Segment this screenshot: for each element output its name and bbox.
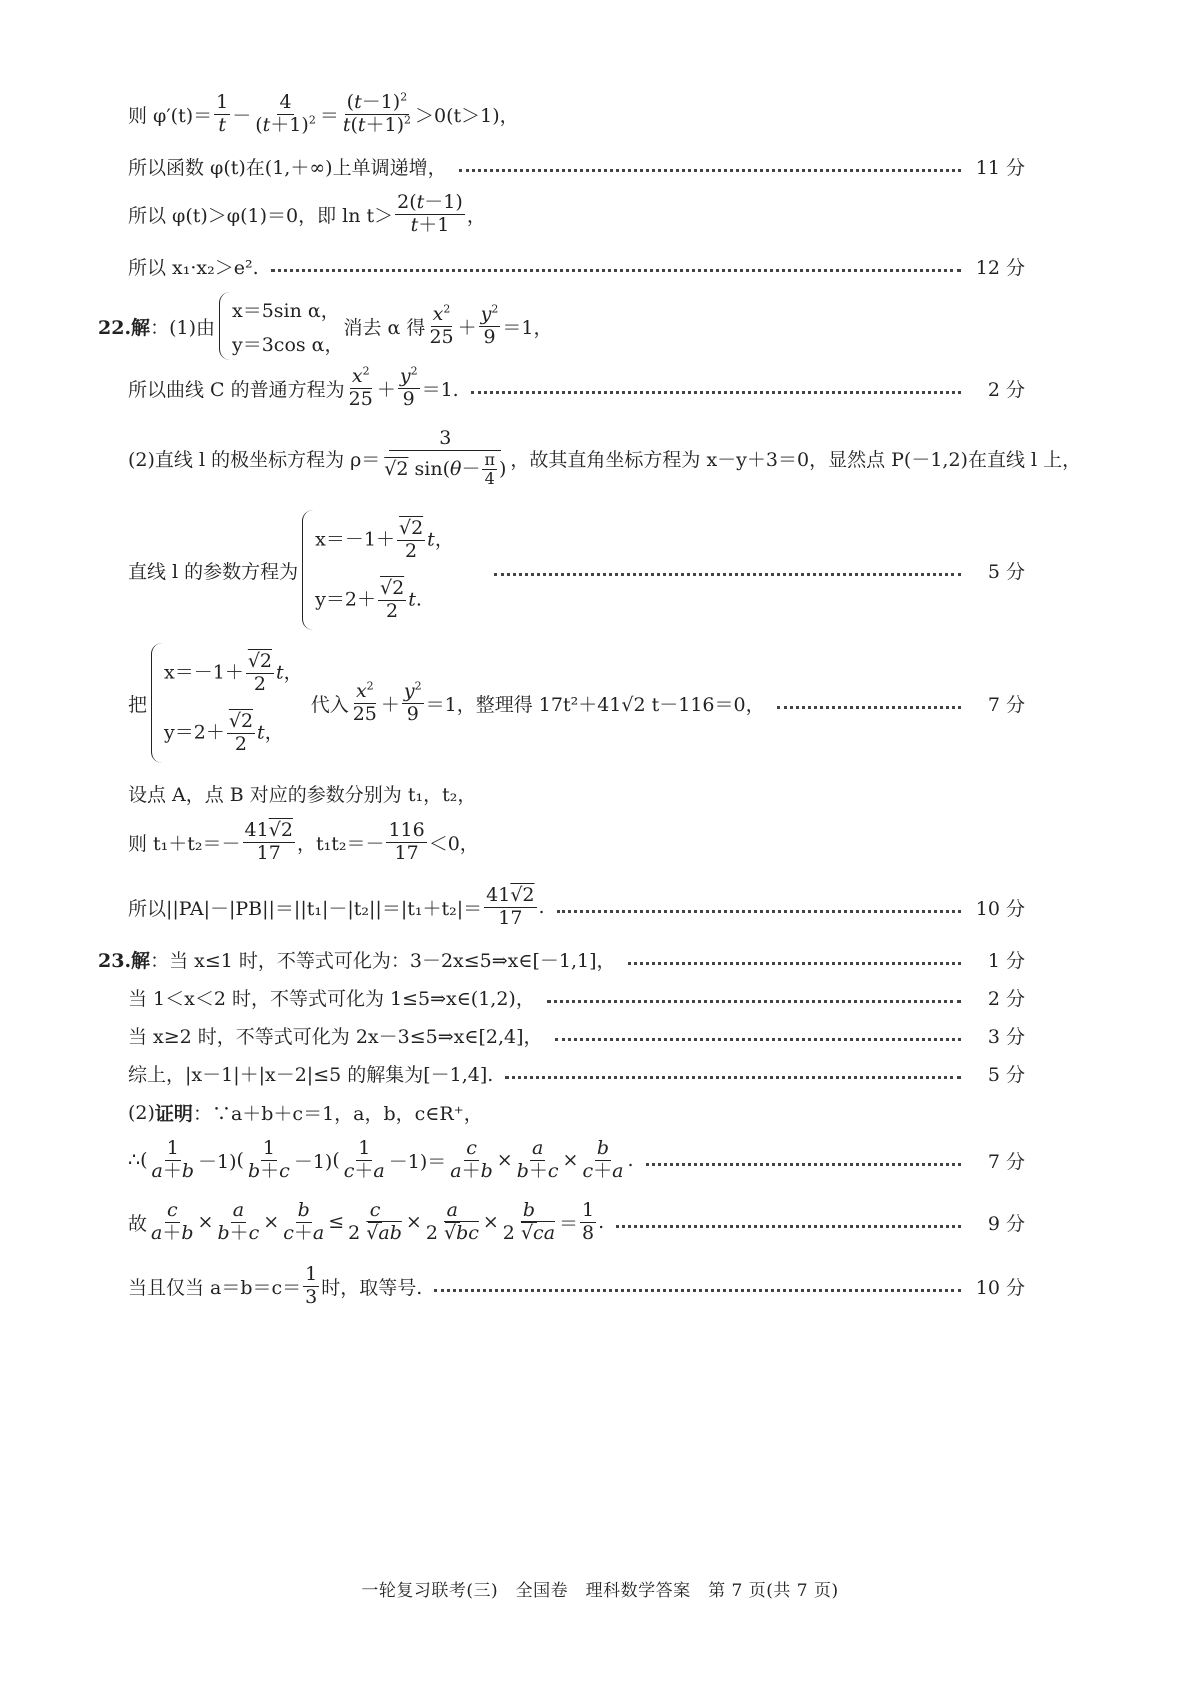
q23-summary: 综上，|x－1|＋|x－2|≤5 的解集为[－1,4]. 5 分: [128, 1060, 1025, 1087]
line-am-gm: 故 $\frac{c}{a+b}$ × $\frac{a}{b+c}$ × $\frac{b}{c+a}$ ≤ $\frac{c}{2 √ab}$ × $\frac{a}{2 √bc}$ × $\frac{b}{2 √ca}$ ＝ $\frac{1}{8}$ . 9 分: [128, 1199, 1025, 1244]
line-conclusion: 所以 x₁·x₂＞e². 12 分: [128, 253, 1025, 280]
system: x＝－1＋ $\frac{√2}{2}$ t， y＝2＋ $\frac{√2}{2}$ t，: [147, 643, 303, 763]
q23-case3: 当 x≥2 时，不等式可化为 2x－3≤5⇒x∈[2,4]， 3 分: [128, 1022, 1025, 1049]
line-params-ab: 设点 A，点 B 对应的参数分别为 t₁，t₂，: [128, 784, 477, 806]
system: x＝5sin α， y＝3cos α，: [215, 292, 344, 360]
line-vieta: 则 t₁＋t₂＝－ $\frac{41√2}{17}$ ，t₁t₂＝－ $\frac{116}{17}$ ＜0，: [128, 819, 479, 864]
line-substitute: 把 x＝－1＋ $\frac{√2}{2}$ t， y＝2＋ $\frac{√2}{2}$ t， 代入 $\frac{x^2}{25}$ ＋ $\frac{y^2}{9}$ ＝1，整理得 17t²＋41√2 t－116＝0， 7 分: [128, 643, 1025, 763]
q23-proof-start: (2) 证明 ：∵a＋b＋c＝1，a，b，c∈R⁺，: [128, 1101, 483, 1125]
question-number: 23.解: [98, 950, 151, 972]
q23-case1: 23.解 ：当 x≤1 时，不等式可化为：3－2x≤5⇒x∈[－1,1]， 1 分: [98, 946, 1025, 973]
line-pa-pb: 所以||PA|－|PB||＝||t₁|－|t₂||＝|t₁＋t₂|＝ $\frac{41√2}{17}$ . 10 分: [128, 884, 1025, 929]
line-curve: 所以曲线 C 的普通方程为 $\frac{x^2}{25}$ ＋ $\frac{y^2}{9}$ ＝1. 2 分: [128, 364, 1025, 410]
score: 10 分: [975, 1276, 1025, 1299]
line-parametric: 直线 l 的参数方程为 x＝－1＋ $\frac{√2}{2}$ t， y＝2＋ $\frac{√2}{2}$ t. 5 分: [128, 510, 1025, 630]
score: 12 分: [975, 257, 1025, 279]
page-footer: 一轮复习联考(三) 全国卷 理科数学答案 第 7 页(共 7 页): [361, 1581, 839, 1601]
q23-case2: 当 1＜x＜2 时，不等式可化为 1≤5⇒x∈(1,2)， 2 分: [128, 984, 1025, 1011]
system: x＝－1＋ $\frac{√2}{2}$ t， y＝2＋ $\frac{√2}{2}$ t.: [298, 510, 454, 630]
line-monotonic: 所以函数 φ(t)在(1,＋∞)上单调递增， 11 分: [128, 153, 1025, 180]
question-number: 22.解: [98, 316, 151, 339]
line-equality: 当且仅当 a＝b＝c＝ $\frac{1}{3}$ 时，取等号. 10 分: [128, 1263, 1025, 1308]
line-polar: (2)直线 l 的极坐标方程为 ρ＝ 3 √2 sin(θ－ $\frac{\pi}{4}$ ) ，故其直角坐标方程为 x－y＋3＝0，显然点 P(－1,2)在直线 l 上，: [128, 427, 1082, 489]
score: 10 分: [975, 897, 1025, 920]
score: 5 分: [987, 1064, 1025, 1086]
score: 11 分: [975, 157, 1025, 179]
score: 3 分: [987, 1026, 1025, 1048]
line-derivative: 则 φ′(t)＝ $\frac{1}{t}$ － $\frac{4}{(t+1)^2}$ ＝ $\frac{(t-1)^2}{t(t+1)^2}$ ＞0(t＞1)，: [128, 90, 519, 136]
score: 1 分: [987, 950, 1025, 972]
score: 7 分: [987, 1150, 1025, 1173]
score: 9 分: [987, 1212, 1025, 1235]
line-product: ∴ ( $\frac{1}{a+b}$ －1) ( $\frac{1}{b+c}$ －1) ( $\frac{1}{c+a}$ －1)＝ $\frac{c}{a+b}$ × $\frac{a}{b+c}$ × $\frac{b}{c+a}$ . 7 分: [128, 1137, 1025, 1182]
line-ln-inequality: 所以 φ(t)＞φ(1)＝0，即 ln t＞ $\frac{2(t-1)}{t+1}$ ，: [128, 191, 486, 236]
score: 2 分: [987, 378, 1025, 401]
score: 7 分: [987, 693, 1025, 716]
score: 2 分: [987, 988, 1025, 1010]
score: 5 分: [987, 560, 1025, 583]
q22-start: 22.解 ：(1)由 x＝5sin α， y＝3cos α， 消去 α 得 $\frac{x^2}{25}$ ＋ $\frac{y^2}{9}$ ＝1，: [98, 292, 552, 360]
